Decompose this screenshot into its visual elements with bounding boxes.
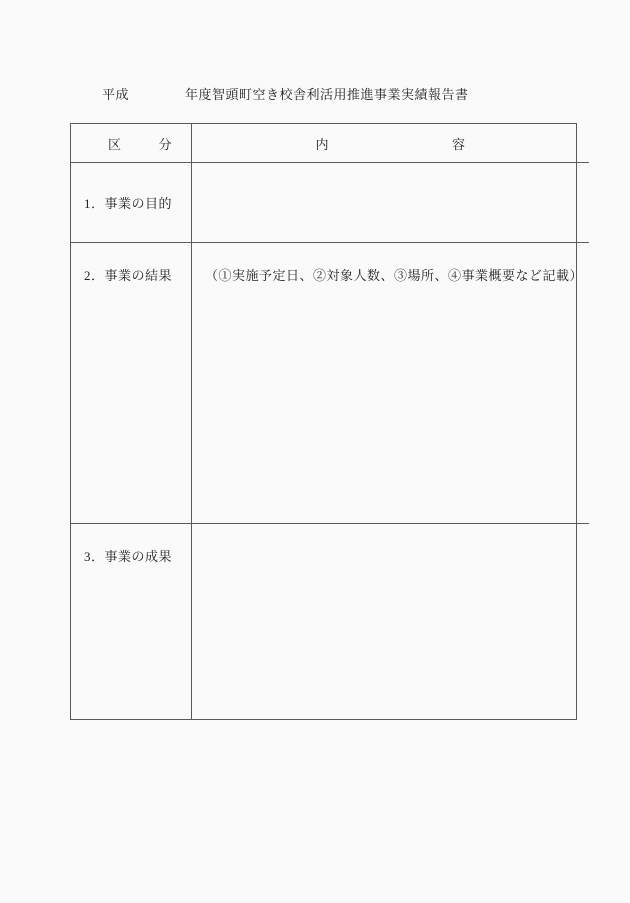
row-outcome-content-cell <box>192 524 589 719</box>
row-purpose-label: 1．事業の目的 <box>84 196 173 211</box>
row-purpose-content-cell <box>192 163 589 243</box>
header-cell-content <box>192 124 589 163</box>
row-results-label: 2．事業の結果 <box>84 268 173 283</box>
header-category-char-1: 区 <box>108 136 122 152</box>
title-era: 平成 <box>102 87 130 102</box>
row-purpose-label-cell <box>71 163 192 243</box>
header-content-label <box>316 134 466 153</box>
header-category-char-2: 分 <box>158 136 172 152</box>
row-outcome-label-cell <box>71 524 192 719</box>
row-results-content: （①実施予定日、②対象人数、③場所、④事業概要など記載） <box>205 268 584 283</box>
header-content-char-2: 容 <box>451 136 466 152</box>
header-cell-category <box>71 124 192 163</box>
header-content-char-1: 内 <box>315 136 330 152</box>
row-results-label-cell <box>71 243 192 524</box>
row-outcome-label: 3．事業の成果 <box>84 549 173 564</box>
title-text: 年度智頭町空き校舎利活用推進事業実績報告書 <box>185 87 469 102</box>
header-category-label <box>108 134 172 153</box>
page-title <box>102 84 469 103</box>
report-table <box>70 123 584 720</box>
row-results-content-cell <box>192 243 589 524</box>
